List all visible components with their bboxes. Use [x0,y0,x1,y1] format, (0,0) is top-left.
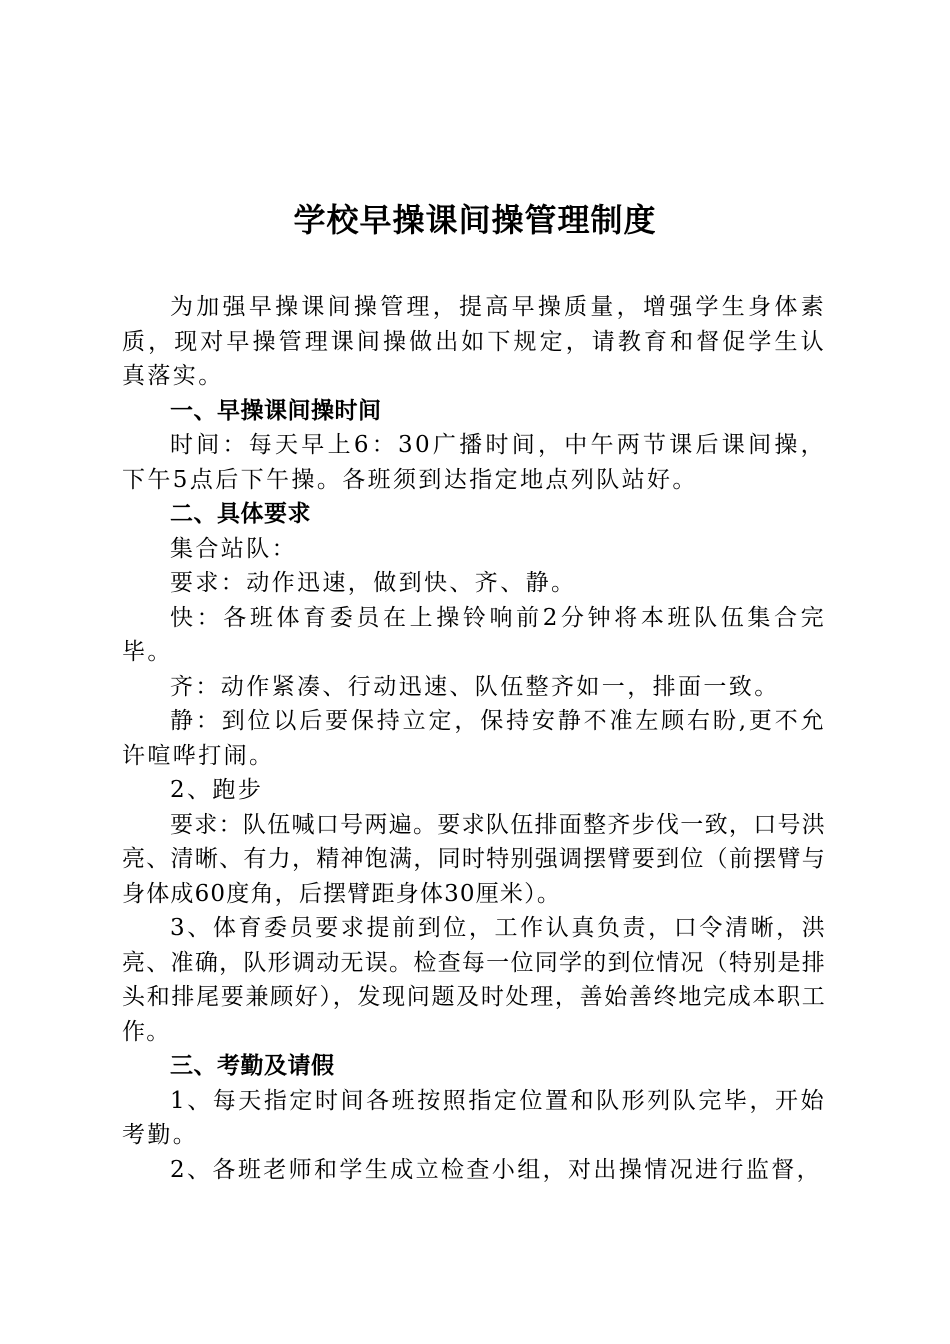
schedule-paragraph: 时间：每天早上6：30广播时间，中午两节课后课间操，下午5点后下午操。各班须到达指定地点列队站好。 [122,432,826,493]
fast-paragraph: 快：各班体育委员在上操铃响前2分钟将本班队伍集合完毕。 [122,604,826,665]
requirement-paragraph: 要求：动作迅速，做到快、齐、静。 [170,570,577,596]
running-paragraph: 要求：队伍喊口号两遍。要求队伍排面整齐步伐一致，口号洪亮、清晰、有力，精神饱满，同时特别强调摆臂要到位（前摆臂与身体成60度角，后摆臂距身体30厘米）。 [122,811,826,907]
intro-paragraph: 为加强早操课间操管理，提高早操质量，增强学生身体素质，现对早操管理课间操做出如下规定，请教育和督促学生认真落实。 [122,294,826,389]
sports-committee-paragraph: 3、体育委员要求提前到位，工作认真负责，口令清晰，洪亮、准确，队形调动无误。检查每一位同学的到位情况（特别是排头和排尾要兼顾好），发现问题及时处理，善始善终地完成本职工作。 [122,915,826,1045]
running-label: 2、跑步 [170,777,264,803]
document-body [122,290,826,1187]
attendance-paragraph-1: 1、每天指定时间各班按照指定位置和队形列队完毕，开始考勤。 [122,1087,826,1148]
neat-paragraph: 齐：动作紧凑、行动迅速、队伍整齐如一，排面一致。 [170,673,780,700]
section-heading-2: 二、具体要求 [170,501,311,527]
document-title: 学校早操课间操管理制度 [293,201,657,239]
quiet-paragraph: 静：到位以后要保持立定，保持安静不准左顾右盼,更不允许喧哗打闹。 [122,708,826,769]
section-heading-1: 一、早操课间操时间 [170,397,382,424]
assembly-label: 集合站队： [170,535,297,562]
section-heading-3: 三、考勤及请假 [170,1053,335,1079]
attendance-paragraph-2: 2、各班老师和学生成立检查小组，对出操情况进行监督， [170,1156,823,1183]
